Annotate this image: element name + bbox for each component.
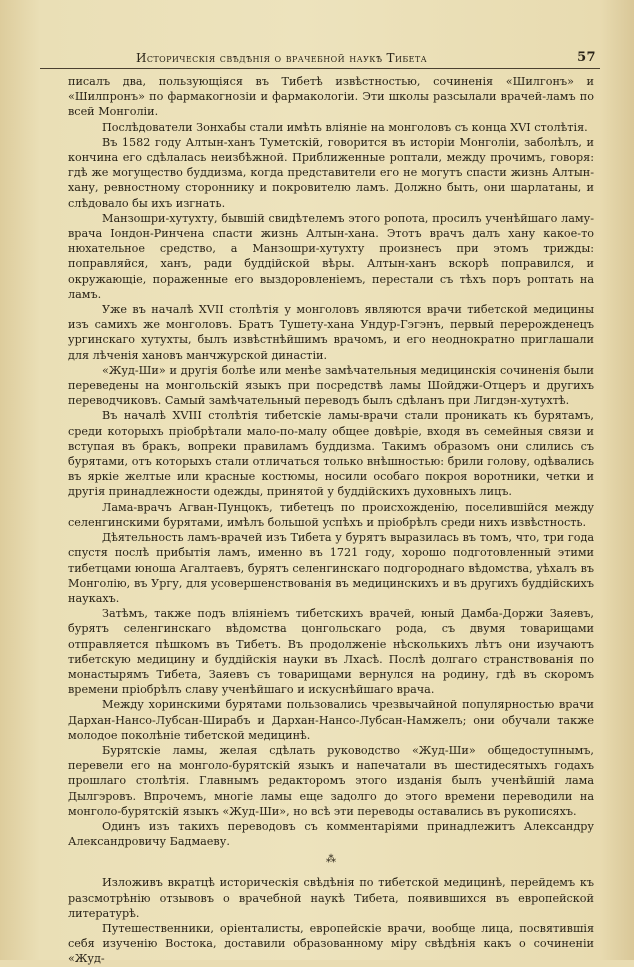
paragraph: писалъ два, пользующіяся въ Тибетѣ извѣстностью, сочиненія «Шилгонъ» и «Шилпронъ» по фармакогнозіи и фармакологіи. Эти школы разсылали врачей-ламъ по всей Монголіи. [68,75,594,119]
paragraphs-after [68,875,594,966]
paragraph: «Жуд-Ши» и другія болѣе или менѣе замѣчательныя медицинскія сочиненія были переведены на монгольскій языкъ при посредствѣ ламы Шойджи-Отцеръ и другихъ переводчиковъ. Самый замѣчательный переводъ былъ сдѣланъ при Лигдэн-хутухтѣ. [68,363,594,408]
paragraph: Бурятскіе ламы, желая сдѣлать руководство «Жуд-Ши» общедоступнымъ, перевели его на монголо-бурятскій языкъ и напечатали въ шестидесятыхъ годахъ прошлаго столѣтія. Главнымъ редакторомъ этого изданія былъ ученѣйшій лама Дылгэровъ. Впрочемъ, многіе ламы еще задолго до этого времени переводили на монголо-бурятскій языкъ «Жуд-Ши», но всѣ эти переводы оставались въ рукописяхъ. [68,743,594,818]
paragraphs-main [68,74,594,849]
running-header [40,48,600,69]
paragraph: Между хоринскими бурятами пользовались чрезвычайной популярностью врачи Дархан-Нансо-Лубсан-Ширабъ и Дархан-Нансо-Лубсан-Намжелъ; они обучали также молодое поколѣніе тибетской медицинѣ. [68,698,594,742]
running-title: Историческія свѣдѣнія о врачебной наукѣ Тибета [136,51,428,65]
paragraph: Дѣятельность ламъ-врачей изъ Тибета у бурятъ выразилась въ томъ, что, три года спустя послѣ прибытія ламъ, именно въ 1721 году, хорошо подготовленный этими тибетцами юноша Агалтаевъ, бурятъ селенгинскаго подгороднаго вѣдомства, уѣхалъ въ Монголію, въ Ургу, для усовершенствованія въ медицинскихъ и въ другихъ буддійскихъ наукахъ. [68,531,594,605]
paragraph: Изложивъ вкратцѣ историческія свѣдѣнія по тибетской медицинѣ, перейдемъ къ разсмотрѣнію отзывовъ о врачебной наукѣ Тибета, появившихся въ европейской литературѣ. [68,876,594,920]
paragraph: Лама-врачъ Агван-Пунцокъ, тибетецъ по происхожденію, поселившійся между селенгинскими бурятами, имѣлъ большой успѣхъ и пріобрѣлъ среди нихъ извѣстность. [68,500,594,529]
paragraph: Уже въ началѣ XVII столѣтія у монголовъ являются врачи тибетской медицины изъ самихъ же монголовъ. Братъ Тушету-хана Ундур-Гэгэнъ, первый перерожденецъ ургинскаго хутухты, былъ извѣстнѣйшимъ врачомъ, и его неоднократно приглашали для лѣченія хановъ манчжурской династіи. [68,303,594,362]
paragraph: Путешественники, оріенталисты, европейскіе врачи, вообще лица, посвятившія себя изученію Востока, доставили образованному міру свѣдѣнія какъ о сочиненіи «Жуд- [68,921,594,966]
section-separator: ⁂ [326,854,336,866]
paragraph: Затѣмъ, также подъ вліяніемъ тибетскихъ врачей, юный Дамба-Доржи Заяевъ, бурятъ селенгинскаго вѣдомства цонгольскаго рода, съ двумя товарищами отправляется пѣшкомъ въ Тибетъ. Въ продолженіе нѣсколькихъ лѣтъ они изучаютъ тибетскую медицину и буддійскія науки въ Лхасѣ. Послѣ долгаго странствованія по монастырямъ Тибета, Заяевъ съ товарищами вернулся на родину, гдѣ въ скоромъ времени пріобрѣлъ славу ученѣйшаго и искуснѣйшаго врача. [68,607,594,697]
paragraph: Одинъ изъ такихъ переводовъ съ комментаріями принадлежитъ Александру Александровичу Бадмаеву. [68,819,594,849]
paragraph: Въ началѣ XVIII столѣтія тибетскіе ламы-врачи стали проникать къ бурятамъ, среди которыхъ пріобрѣтали мало-по-малу общее довѣріе, входя въ семейныя связи и вступая въ бракъ, вопреки правиламъ буддизма. Такимъ образомъ они слились съ бурятами, отъ которыхъ стали отличаться только внѣшностью: брили голову, одѣвались въ яркіе желтые или красные костюмы, носили особаго покроя воротники, четки и другія принадлежности одежды, принятой у буддійскихъ духовныхъ лицъ. [68,409,594,499]
paragraph: Послѣдователи Зонхабы стали имѣть вліяніе на монголовъ съ конца XVI столѣтія. [102,120,588,134]
page-number: 57 [577,50,596,65]
page-body [68,74,594,967]
paragraph: Въ 1582 году Алтын-ханъ Туметскій, говорится въ исторіи Монголіи, заболѣлъ, и кончина его сдѣлалась неизбѣжной. Приближенные роптали, между прочимъ, говоря: гдѣ же могущество буддизма, когда представители его не могутъ спасти жизнь Алтын-хану, ревностному стороннику и покровителю ламъ. Должно быть, они шарлатаны, и слѣдовало бы ихъ изгнать. [68,135,594,210]
paragraph: Манзошри-хутухту, бывшій свидѣтелемъ этого ропота, просилъ ученѣйшаго ламу-врача Іондон-Ринчена спасти жизнь Алтын-хана. Этотъ врачъ далъ хану какое-то нюхательное средство, а Манзошри-хутухту произнесъ при этомъ трижды: поправляйся, ханъ, ради буддійской вѣры. Алтын-ханъ вскорѣ поправился, и окружающіе, пораженные его выздоровленіемъ, перестали съ тѣхъ поръ роптать на ламъ. [68,211,594,301]
